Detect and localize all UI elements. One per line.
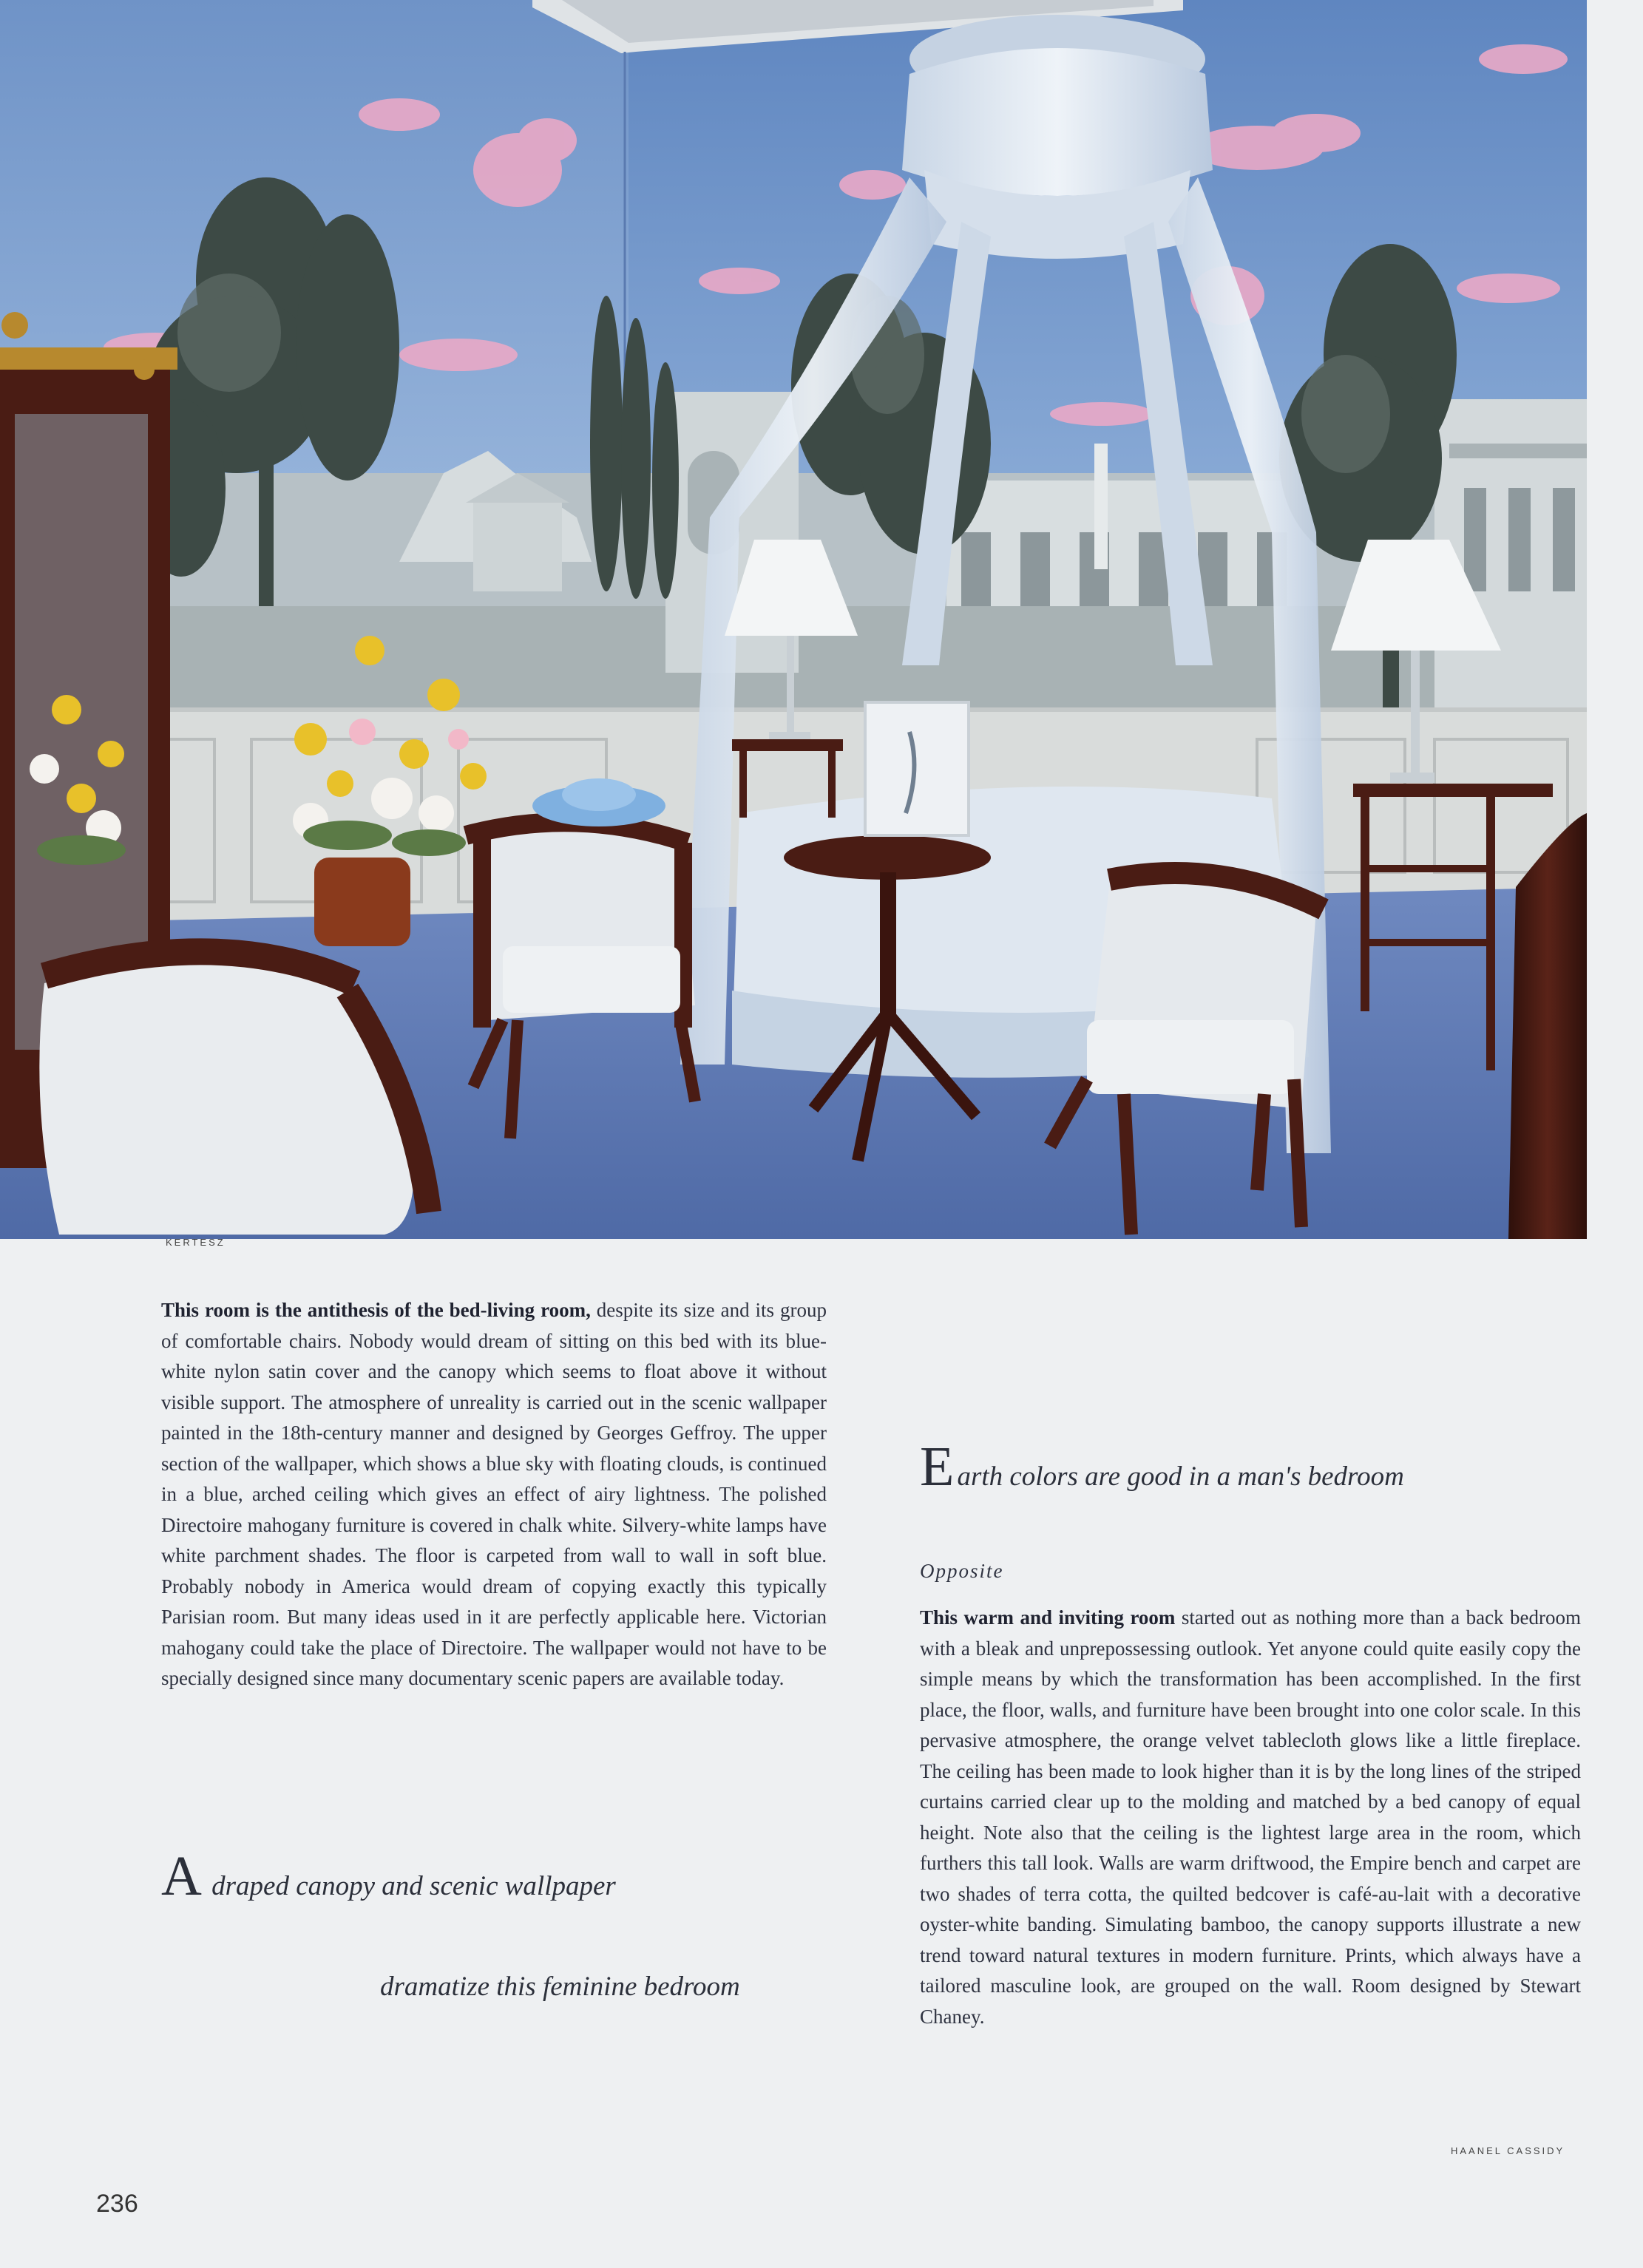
left-lead-in: This room is the antithesis of the bed-living room, [161, 1299, 591, 1321]
right-lead-in: This warm and inviting room [920, 1606, 1176, 1629]
page-number: 236 [96, 2190, 138, 2218]
headline-left-line-1 [161, 1845, 616, 1907]
headline-left-drop-cap: A [161, 1845, 202, 1907]
photo-credit: KERTESZ [166, 1237, 226, 1248]
headline-right-drop-cap: E [920, 1436, 955, 1498]
headline-right [920, 1436, 1404, 1498]
headline-right-text: arth colors are good in a man's bedroom [957, 1461, 1404, 1492]
right-photo-credit: HAANEL CASSIDY [1451, 2145, 1565, 2156]
left-body-text [161, 1295, 827, 1694]
right-subhead: Opposite [920, 1560, 1004, 1582]
right-body-text [920, 1603, 1581, 2032]
left-paragraph: despite its size and its group of comfortable chairs. Nobody would dream of sitting on this bed with its blue-white nylon satin cover and the canopy which seems to float above it without visible support. The atmosphere of unreality is carried out in the scenic wallpaper painted in the 18th-century manner and designed by Georges Geffroy. The upper section of the wallpaper, which shows a blue sky with floating clouds, is continued in a blue, arched ceiling which gives an effect of airy lightness. The polished Directoire mahogany furniture is covered in chalk white. Silvery-white lamps have white parchment shades. The floor is carpeted from wall to wall in soft blue. Probably nobody in America would dream of copying exactly this typically Parisian room. But many ideas used in it are perfectly applicable here. Victorian mahogany could take the place of Directoire. The wallpaper would not have to be specially designed since many documentary scenic papers are available today. [161, 1299, 827, 1689]
right-paragraph: started out as nothing more than a back bedroom with a bleak and unprepossessing outlook. Yet anyone could quite easily copy the simple means by which the transformation has been accomplished. In the first place, the floor, walls, and furniture have been brought into one color scale. In this pervasive atmosphere, the orange velvet tablecloth glows like a little fireplace. The ceiling has been made to look higher than it is by the long lines of the striped curtains carried clear up to the molding and matched by a bed canopy of equal height. Note also that the ceiling is the lightest large area in the room, which furthers this tall look. Walls are warm driftwood, the Empire bench and carpet are two shades of terra cotta, the quilted bedcover is café-au-lait with a decorative oyster-white banding. Simulating bamboo, the canopy supports illustrate a new trend toward natural textures in modern furniture. Prints, which always have a tailored masculine look, are grouped on the wall. Room designed by Stewart Chaney. [920, 1606, 1582, 2028]
headline-left-line-2: dramatize this feminine bedroom [380, 1972, 740, 2002]
headline-left-line-1-text: draped canopy and scenic wallpaper [211, 1871, 616, 1901]
